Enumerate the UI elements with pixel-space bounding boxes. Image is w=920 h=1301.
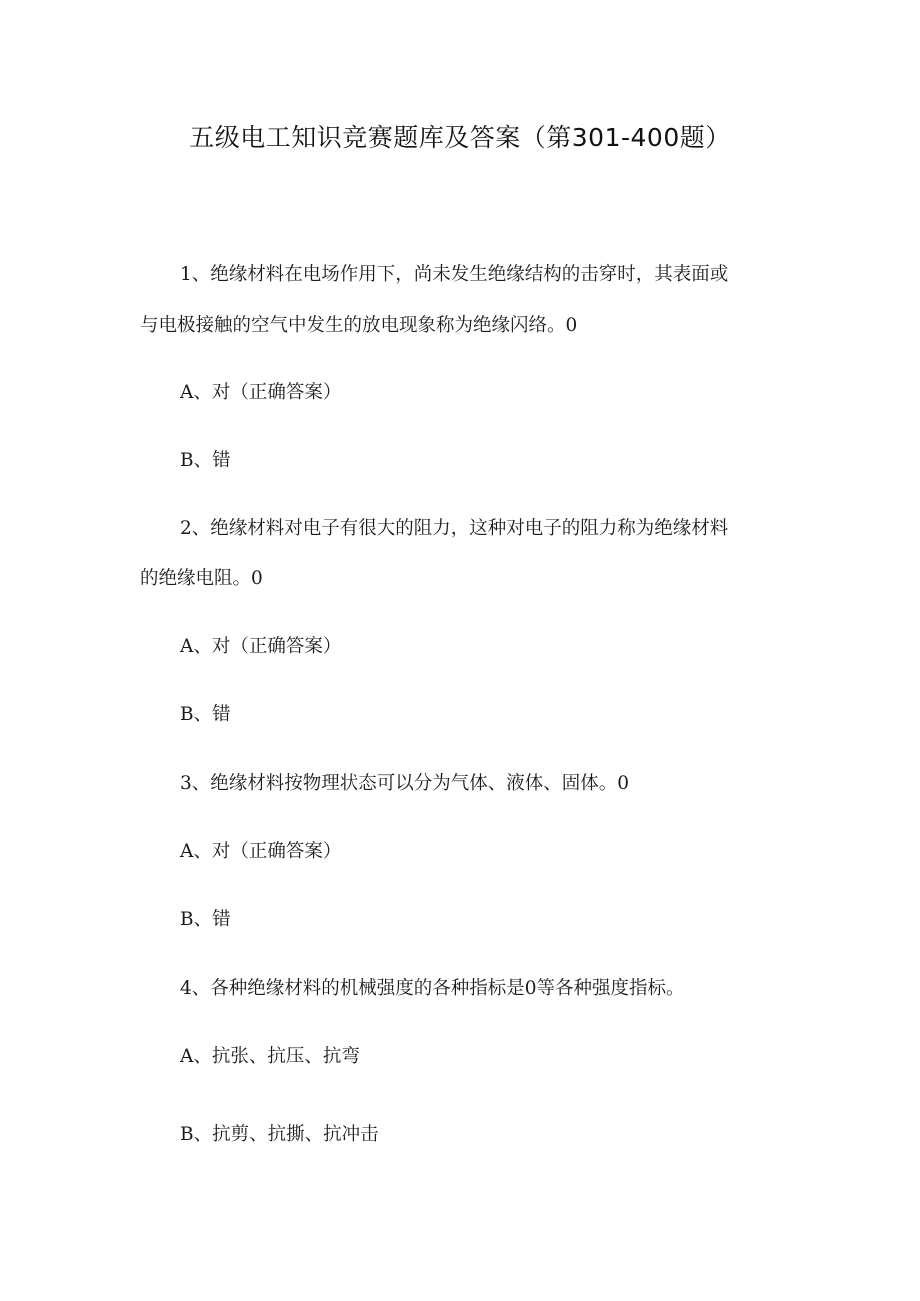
question-1-option-b: B、错 [180,450,231,471]
question-2-option-b: B、错 [180,704,231,725]
question-4-option-b: B、抗剪、抗撕、抗冲击 [180,1124,379,1145]
question-2-text-line-1: 2、绝缘材料对电子有很大的阻力，这种对电子的阻力称为绝缘材料 [180,518,729,539]
question-1-text-line-1: 1、绝缘材料在电场作用下，尚未发生绝缘结构的击穿时，其表面或 [180,264,729,285]
question-3-option-b: B、错 [180,909,231,930]
question-1-option-a: A、对（正确答案） [180,382,342,403]
question-2-text-line-2: 的绝缘电阻。0 [140,568,263,589]
question-3-option-a: A、对（正确答案） [180,841,342,862]
question-1-text-line-2: 与电极接触的空气中发生的放电现象称为绝缘闪络。0 [140,315,578,336]
page-title: 五级电工知识竞赛题库及答案（第301-400题） [189,123,731,152]
question-4-text-line-1: 4、各种绝缘材料的机械强度的各种指标是0等各种强度指标。 [180,978,685,999]
question-4-option-a: A、抗张、抗压、抗弯 [180,1046,360,1067]
question-3-text-line-1: 3、绝缘材料按物理状态可以分为气体、液体、固体。0 [180,773,630,794]
question-2-option-a: A、对（正确答案） [180,636,342,657]
